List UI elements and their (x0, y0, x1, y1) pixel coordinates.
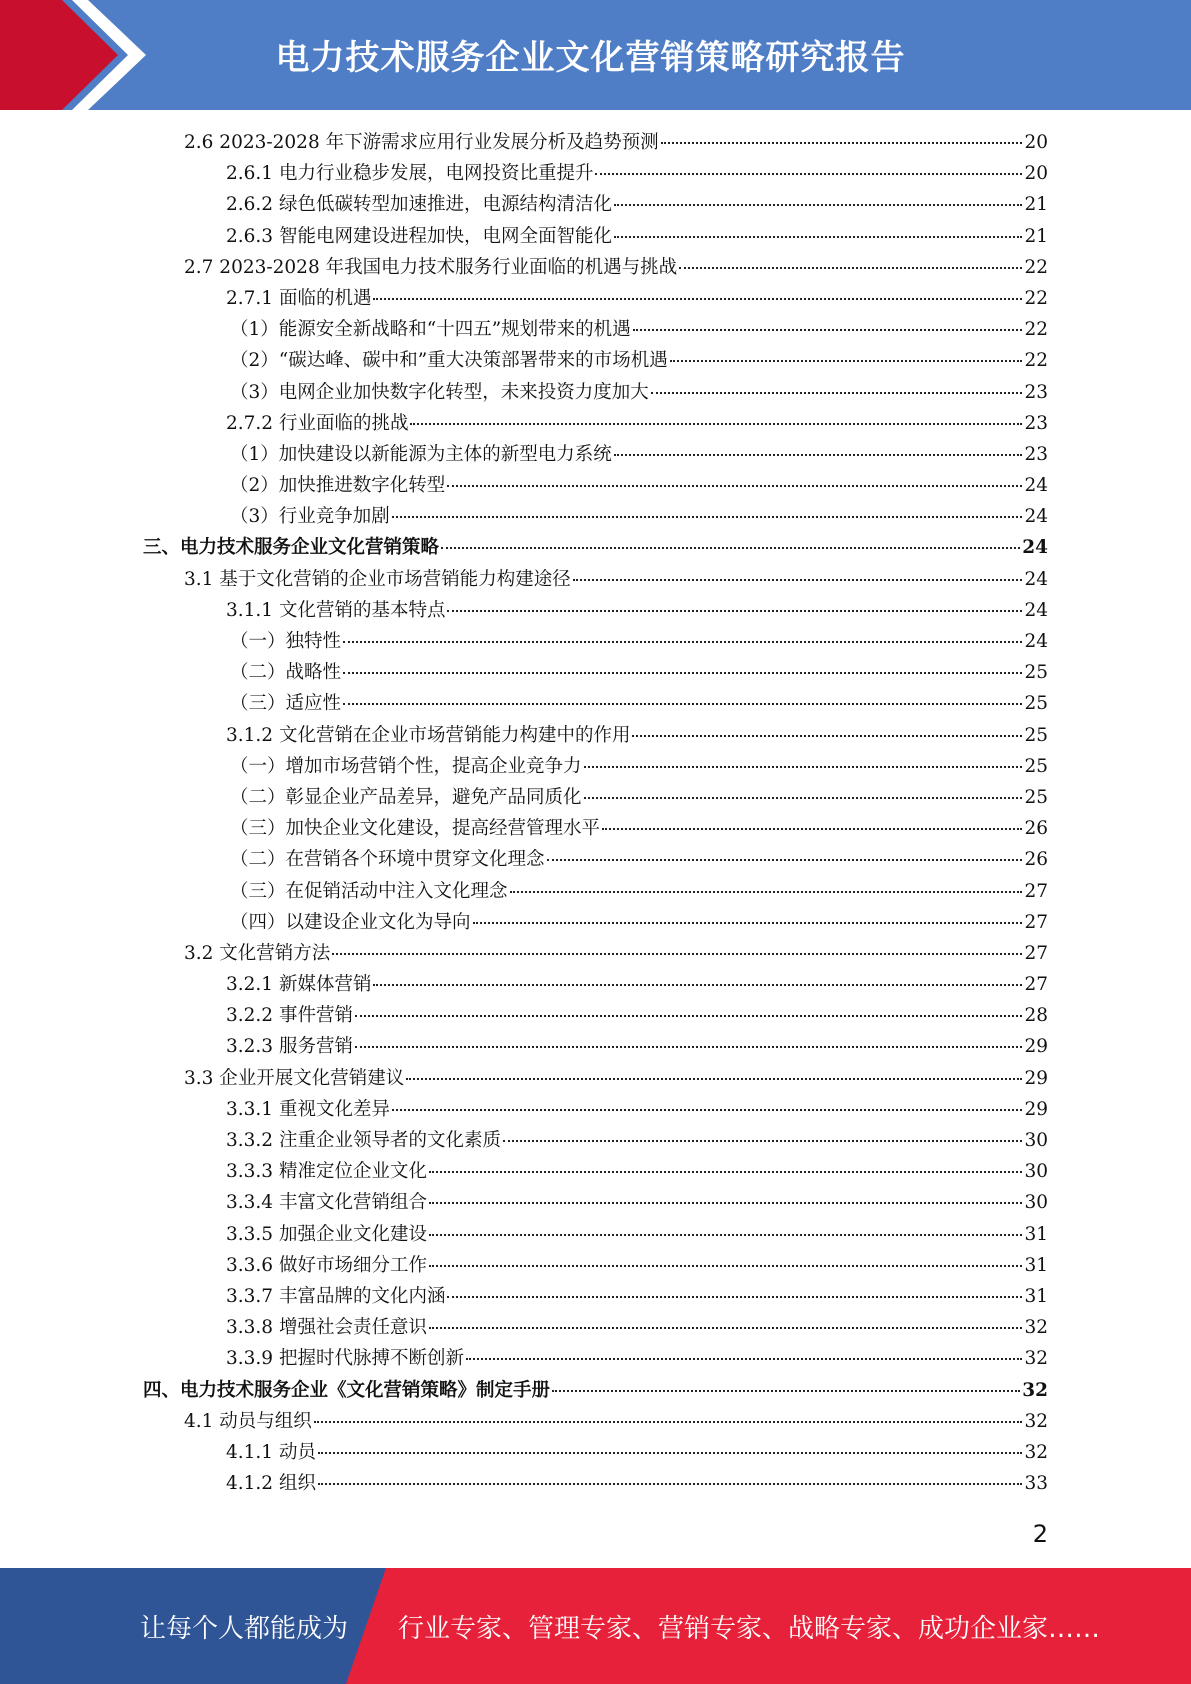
toc-entry[interactable] (143, 1095, 1048, 1126)
toc-leader-dots (632, 735, 1022, 737)
toc-entry-title: 3.3.4 丰富文化营销组合 (226, 1192, 427, 1214)
toc-leader-dots (552, 1390, 1020, 1392)
toc-entry-title: （3）电网企业加快数字化转型，未来投资力度加大 (230, 381, 649, 403)
toc-entry-title: （三）加快企业文化建设，提高经营管理水平 (230, 818, 601, 840)
toc-leader-dots (373, 298, 1022, 300)
toc-entry[interactable] (143, 346, 1048, 377)
toc-leader-dots (584, 766, 1023, 768)
toc-entry-page: 25 (1024, 693, 1048, 715)
toc-entry[interactable] (143, 908, 1048, 939)
toc-entry-title: （一）独特性 (230, 631, 342, 652)
toc-leader-dots (392, 1109, 1022, 1111)
toc-entry-page: 25 (1024, 755, 1048, 777)
toc-entry[interactable] (143, 752, 1048, 783)
toc-entry-page: 22 (1024, 287, 1048, 309)
toc-entry-title: （3）行业竞争加剧 (230, 506, 390, 528)
toc-entry-page: 27 (1024, 880, 1048, 902)
toc-entry[interactable] (143, 1344, 1048, 1375)
page-footer (0, 1568, 1191, 1684)
toc-entry-title: 3.3 企业开展文化营销建议 (184, 1067, 405, 1089)
toc-leader-dots (410, 423, 1022, 425)
toc-leader-dots (447, 485, 1022, 487)
toc-entry[interactable] (143, 1064, 1048, 1095)
toc-entry-title: （二）在营销各个环境中贯穿文化理念 (230, 849, 545, 871)
toc-leader-dots (573, 579, 1023, 581)
toc-entry[interactable] (143, 1438, 1048, 1469)
toc-entry-page: 26 (1024, 818, 1048, 840)
toc-entry-title: 3.3.1 重视文化差异 (226, 1098, 390, 1120)
toc-entry[interactable] (143, 440, 1048, 471)
toc-entry[interactable] (143, 814, 1048, 845)
toc-leader-dots (406, 1078, 1022, 1080)
toc-entry[interactable] (143, 845, 1048, 876)
toc-entry[interactable] (143, 1220, 1048, 1251)
page-title: 电力技术服务企业文化营销策略研究报告 (275, 37, 906, 78)
toc-leader-dots (466, 1358, 1022, 1360)
toc-leader-dots (584, 797, 1023, 799)
toc-entry-title: 3.3.9 把握时代脉搏不断创新 (226, 1348, 464, 1370)
toc-entry[interactable] (143, 284, 1048, 315)
toc-entry-title: 2.6.1 电力行业稳步发展，电网投资比重提升 (226, 163, 594, 185)
toc-leader-dots (547, 859, 1023, 861)
toc-leader-dots (355, 1015, 1023, 1017)
toc-entry-title: （2）加快推进数字化转型 (230, 475, 446, 497)
toc-entry[interactable] (143, 783, 1048, 814)
toc-leader-dots (447, 1296, 1022, 1298)
toc-entry-title: （三）在促销活动中注入文化理念 (230, 880, 508, 902)
toc-entry-page: 32 (1024, 1348, 1048, 1370)
toc-entry-page: 27 (1024, 911, 1048, 933)
toc-entry-title: 2.7.2 行业面临的挑战 (226, 412, 409, 434)
toc-leader-dots (318, 1483, 1023, 1485)
toc-leader-dots (429, 1202, 1022, 1204)
toc-entry-title: 3.1.2 文化营销在企业市场营销能力构建中的作用 (226, 724, 631, 746)
toc-entry[interactable] (143, 1001, 1048, 1032)
toc-entry-page: 33 (1024, 1473, 1048, 1495)
toc-entry[interactable] (143, 409, 1048, 440)
toc-leader-dots (373, 984, 1022, 986)
toc-entry-page: 24 (1024, 568, 1048, 590)
toc-entry-page: 32 (1024, 1441, 1048, 1463)
toc-entry-page: 24 (1024, 599, 1048, 621)
toc-entry[interactable] (143, 565, 1048, 596)
toc-entry-page: 32 (1024, 1317, 1048, 1339)
toc-leader-dots (473, 922, 1023, 924)
toc-entry[interactable] (143, 627, 1048, 658)
toc-leader-dots (510, 891, 1023, 893)
toc-entry[interactable] (143, 1251, 1048, 1282)
toc-entry-title: 3.2.3 服务营销 (226, 1036, 353, 1058)
toc-entry-page: 25 (1024, 786, 1048, 808)
toc-leader-dots (614, 236, 1022, 238)
toc-entry-title: （三）适应性 (230, 693, 342, 715)
toc-entry-page: 25 (1024, 724, 1048, 746)
toc-entry-page: 20 (1024, 163, 1048, 185)
toc-entry-page: 23 (1024, 412, 1048, 434)
toc-entry[interactable] (143, 689, 1048, 720)
toc-entry-title: （1）能源安全新战略和“十四五”规划带来的机遇 (230, 319, 631, 341)
toc-entry-page: 24 (1022, 537, 1048, 559)
toc-entry-page: 31 (1024, 1254, 1048, 1276)
toc-leader-dots (429, 1327, 1022, 1329)
toc-entry-title: 3.3.3 精准定位企业文化 (226, 1161, 427, 1183)
toc-entry-page: 29 (1024, 1098, 1048, 1120)
toc-leader-dots (318, 1452, 1023, 1454)
toc-entry-title: 四、电力技术服务企业《文化营销策略》制定手册 (143, 1379, 551, 1401)
toc-entry-page: 26 (1024, 849, 1048, 871)
toc-entry[interactable] (143, 1126, 1048, 1157)
toc-entry[interactable] (143, 1157, 1048, 1188)
toc-entry-page: 30 (1024, 1161, 1048, 1183)
toc-entry[interactable] (143, 1376, 1048, 1407)
toc-entry-title: （二）战略性 (230, 662, 342, 684)
toc-entry-title: （2）“碳达峰、碳中和”重大决策部署带来的市场机遇 (230, 350, 668, 372)
toc-entry-page: 22 (1024, 350, 1048, 372)
toc-entry-title: 三、电力技术服务企业文化营销策略 (143, 537, 440, 559)
toc-entry-title: 2.6.2 绿色低碳转型加速推进，电源结构清洁化 (226, 194, 612, 216)
toc-leader-dots (503, 1140, 1022, 1142)
toc-leader-dots (343, 672, 1022, 674)
toc-entry[interactable] (143, 1313, 1048, 1344)
toc-leader-dots (441, 547, 1020, 549)
toc-entry[interactable] (143, 1469, 1048, 1500)
toc-leader-dots (670, 360, 1023, 362)
toc-leader-dots (343, 703, 1022, 705)
toc-entry[interactable] (143, 877, 1048, 908)
toc-leader-dots (392, 516, 1023, 518)
toc-leader-dots (343, 641, 1022, 643)
toc-leader-dots (355, 1046, 1023, 1048)
toc-entry[interactable] (143, 596, 1048, 627)
toc-entry[interactable] (143, 315, 1048, 346)
toc-entry-page: 28 (1024, 1005, 1048, 1027)
toc-entry[interactable] (143, 1032, 1048, 1063)
page-number: 2 (1032, 1520, 1048, 1548)
toc-entry-page: 32 (1022, 1379, 1048, 1401)
toc-leader-dots (679, 267, 1022, 269)
toc-entry-page: 29 (1024, 1036, 1048, 1058)
toc-entry[interactable] (143, 128, 1048, 159)
toc-leader-dots (633, 329, 1023, 331)
toc-entry-page: 21 (1024, 225, 1048, 247)
toc-entry-page: 24 (1024, 506, 1048, 528)
toc-entry-title: 3.3.8 增强社会责任意识 (226, 1317, 427, 1339)
toc-leader-dots (614, 204, 1022, 206)
toc-entry-page: 27 (1024, 942, 1048, 964)
toc-entry-title: 3.3.7 丰富品牌的文化内涵 (226, 1285, 446, 1307)
toc-entry-page: 25 (1024, 662, 1048, 684)
toc-leader-dots (661, 142, 1023, 144)
toc-entry[interactable] (143, 253, 1048, 284)
toc-leader-dots (595, 173, 1022, 175)
toc-entry-page: 32 (1024, 1410, 1048, 1432)
toc-entry-title: 2.6.3 智能电网建设进程加快，电网全面智能化 (226, 225, 612, 247)
toc-leader-dots (447, 610, 1022, 612)
toc-entry-title: 3.1 基于文化营销的企业市场营销能力构建途径 (184, 568, 571, 590)
footer-slogan-left: 让每个人都能成为 (140, 1613, 349, 1644)
toc-entry-title: 2.7 2023-2028 年我国电力技术服务行业面临的机遇与挑战 (184, 256, 678, 278)
toc-entry[interactable] (143, 939, 1048, 970)
toc-entry-page: 22 (1024, 319, 1048, 341)
toc-entry-title: 3.3.2 注重企业领导者的文化素质 (226, 1130, 501, 1151)
header-chevron-graphic (0, 0, 150, 110)
toc-entry[interactable] (143, 471, 1048, 502)
toc-entry-title: （一）增加市场营销个性，提高企业竞争力 (230, 755, 582, 777)
page-header (0, 0, 1191, 110)
toc-entry[interactable] (143, 502, 1048, 533)
toc-entry-title: （1）加快建设以新能源为主体的新型电力系统 (230, 443, 612, 465)
toc-entry-title: 2.6 2023-2028 年下游需求应用行业发展分析及趋势预测 (184, 132, 659, 153)
toc-entry-title: 4.1 动员与组织 (184, 1410, 312, 1432)
toc-leader-dots (429, 1171, 1022, 1173)
toc-entry[interactable] (143, 1282, 1048, 1313)
toc-entry-page: 23 (1024, 381, 1048, 403)
toc-entry[interactable] (143, 970, 1048, 1001)
toc-entry-title: 3.2.1 新媒体营销 (226, 974, 372, 996)
toc-entry[interactable] (143, 190, 1048, 221)
toc-entry-title: 3.3.6 做好市场细分工作 (226, 1254, 427, 1276)
toc-entry-page: 29 (1024, 1067, 1048, 1089)
toc-entry-page: 31 (1024, 1285, 1048, 1307)
toc-entry[interactable] (143, 378, 1048, 409)
toc-leader-dots (429, 1265, 1022, 1267)
toc-leader-dots (314, 1421, 1023, 1423)
toc-entry-title: 4.1.1 动员 (226, 1441, 316, 1463)
toc-entry-title: 4.1.2 组织 (226, 1473, 316, 1495)
toc-entry-page: 24 (1024, 475, 1048, 497)
toc-entry-page: 30 (1024, 1130, 1048, 1151)
footer-slogan-right: 行业专家、管理专家、营销专家、战略专家、成功企业家…… (398, 1613, 1101, 1644)
toc-leader-dots (614, 454, 1023, 456)
toc-entry[interactable] (143, 658, 1048, 689)
toc-entry-title: （二）彰显企业产品差异，避免产品同质化 (230, 786, 582, 808)
toc-entry[interactable] (143, 533, 1048, 564)
toc-entry[interactable] (143, 721, 1048, 752)
toc-entry-page: 31 (1024, 1223, 1048, 1245)
toc-entry-title: 3.1.1 文化营销的基本特点 (226, 599, 446, 621)
toc-entry-page: 27 (1024, 974, 1048, 996)
toc-leader-dots (602, 828, 1022, 830)
toc-entry-page: 30 (1024, 1192, 1048, 1214)
toc-entry[interactable] (143, 159, 1048, 190)
table-of-contents (143, 128, 1048, 1500)
toc-leader-dots (332, 953, 1022, 955)
toc-entry-page: 24 (1024, 631, 1048, 652)
toc-entry[interactable] (143, 1407, 1048, 1438)
toc-entry-page: 20 (1024, 132, 1048, 153)
toc-entry[interactable] (143, 1188, 1048, 1219)
toc-entry-page: 23 (1024, 443, 1048, 465)
toc-entry-page: 22 (1024, 256, 1048, 278)
toc-entry-title: 3.3.5 加强企业文化建设 (226, 1223, 427, 1245)
toc-entry-title: 3.2 文化营销方法 (184, 942, 331, 964)
toc-leader-dots (651, 392, 1023, 394)
toc-entry[interactable] (143, 222, 1048, 253)
toc-entry-title: 3.2.2 事件营销 (226, 1005, 353, 1027)
toc-leader-dots (429, 1234, 1022, 1236)
toc-entry-title: （四）以建设企业文化为导向 (230, 911, 471, 933)
toc-entry-title: 2.7.1 面临的机遇 (226, 287, 372, 309)
toc-entry-page: 21 (1024, 194, 1048, 216)
